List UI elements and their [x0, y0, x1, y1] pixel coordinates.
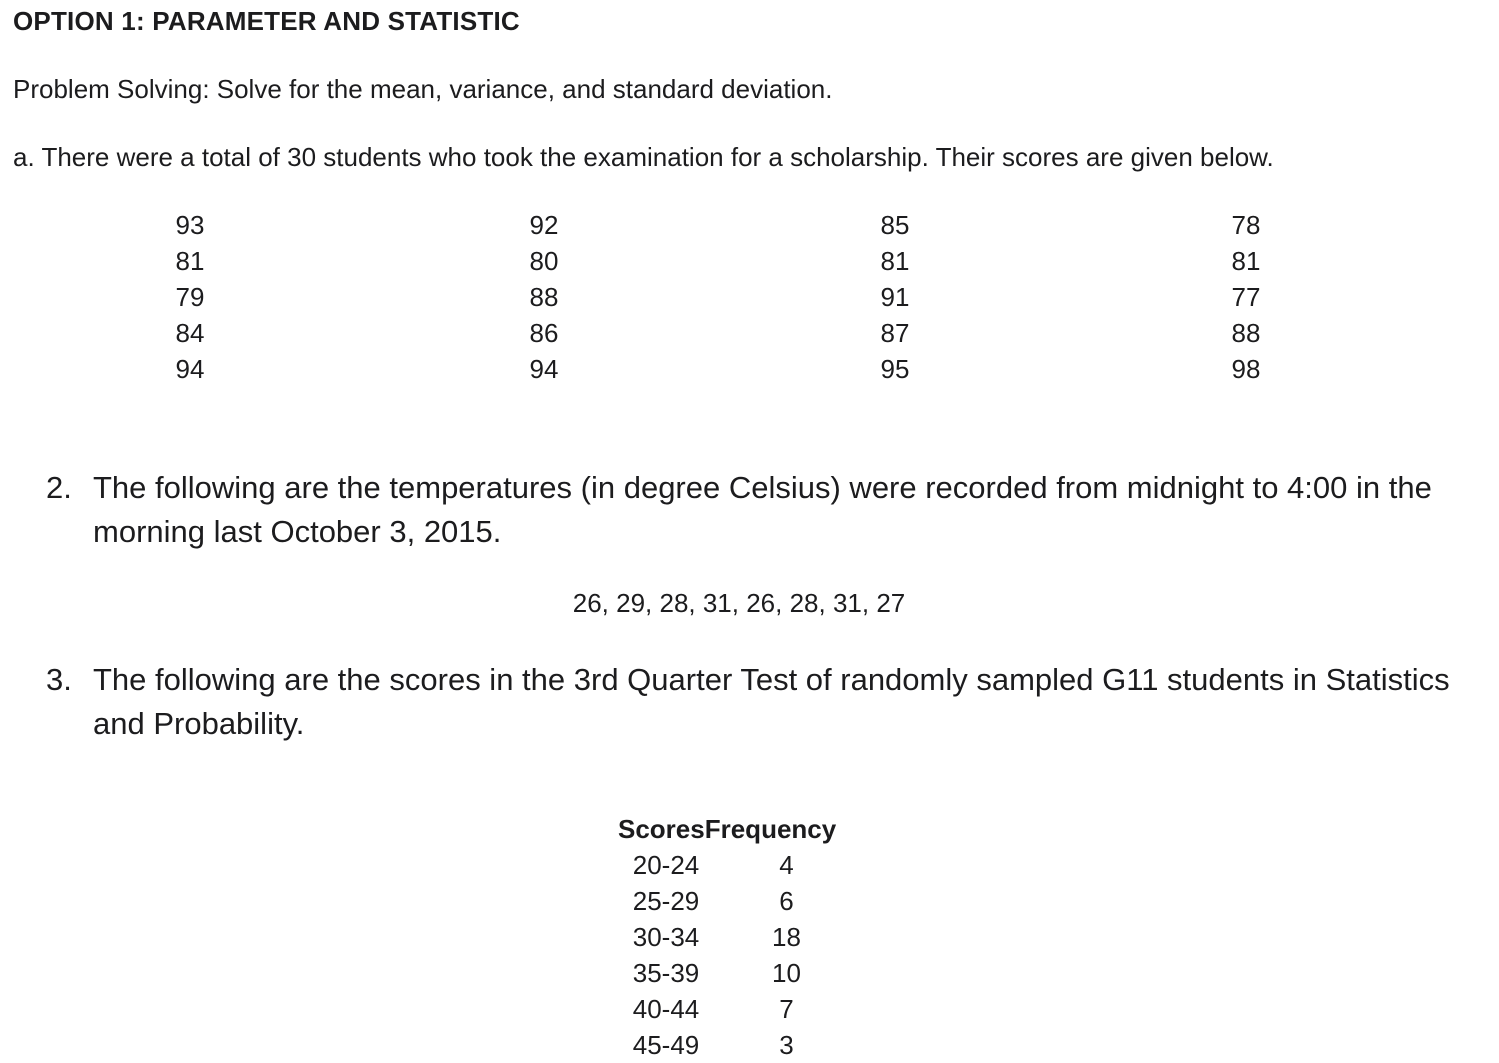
frequency-table-header: ScoresFrequency [618, 814, 837, 844]
frequency-value: 4 [779, 850, 794, 880]
score-cell: 92 [529, 210, 559, 240]
score-cell: 77 [1231, 282, 1261, 312]
score-cell: 88 [1231, 318, 1261, 348]
frequency-value: 18 [772, 922, 801, 952]
table-row [618, 847, 859, 883]
score-cell: 81 [1231, 246, 1261, 276]
score-cell: 80 [529, 246, 559, 276]
temperature-data: 26, 29, 28, 31, 26, 28, 31, 27 [572, 588, 906, 618]
score-cell: 81 [880, 246, 910, 276]
table-row [618, 919, 859, 955]
score-range: 25-29 [632, 886, 700, 916]
scores-column-1 [130, 207, 250, 387]
score-range: 40-44 [632, 994, 700, 1024]
table-row [618, 955, 859, 991]
score-range: 35-39 [632, 958, 700, 988]
score-range: 30-34 [632, 922, 700, 952]
score-cell: 78 [1231, 210, 1261, 240]
scores-grid [0, 207, 1499, 387]
score-cell: 93 [175, 210, 205, 240]
page-heading: OPTION 1: PARAMETER AND STATISTIC [13, 6, 520, 36]
score-cell: 91 [880, 282, 910, 312]
score-cell: 79 [175, 282, 205, 312]
score-cell: 94 [175, 354, 205, 384]
score-cell: 84 [175, 318, 205, 348]
scores-column-3 [835, 207, 955, 387]
score-cell: 95 [880, 354, 910, 384]
score-cell: 88 [529, 282, 559, 312]
frequency-value: 10 [772, 958, 801, 988]
problem-3-text: The following are the scores in the 3rd Quarter Test of randomly sampled G11 students in Statistics and Probability. [93, 662, 1450, 741]
scores-column-2 [484, 207, 604, 387]
table-row [618, 883, 859, 919]
frequency-table [618, 811, 859, 1063]
score-cell: 86 [529, 318, 559, 348]
problem-a-text: a. There were a total of 30 students who took the examination for a scholarship. Their scores are given below. [13, 142, 1274, 172]
problem-3-number: 3. [46, 662, 72, 697]
score-cell: 81 [175, 246, 205, 276]
problem-2-number: 2. [46, 470, 72, 505]
problem-2-text: The following are the temperatures (in degree Celsius) were recorded from midnight to 4:00 in the morning last October 3, 2015. [93, 470, 1432, 549]
frequency-value: 3 [779, 1030, 794, 1060]
instruction-text: Problem Solving: Solve for the mean, variance, and standard deviation. [13, 74, 833, 104]
score-range: 20-24 [632, 850, 700, 880]
score-cell: 98 [1231, 354, 1261, 384]
scores-column-4 [1186, 207, 1306, 387]
score-range: 45-49 [632, 1030, 700, 1060]
score-cell: 87 [880, 318, 910, 348]
table-row [618, 1027, 859, 1063]
frequency-value: 6 [779, 886, 794, 916]
score-cell: 94 [529, 354, 559, 384]
frequency-value: 7 [779, 994, 794, 1024]
table-row [618, 991, 859, 1027]
score-cell: 85 [880, 210, 910, 240]
